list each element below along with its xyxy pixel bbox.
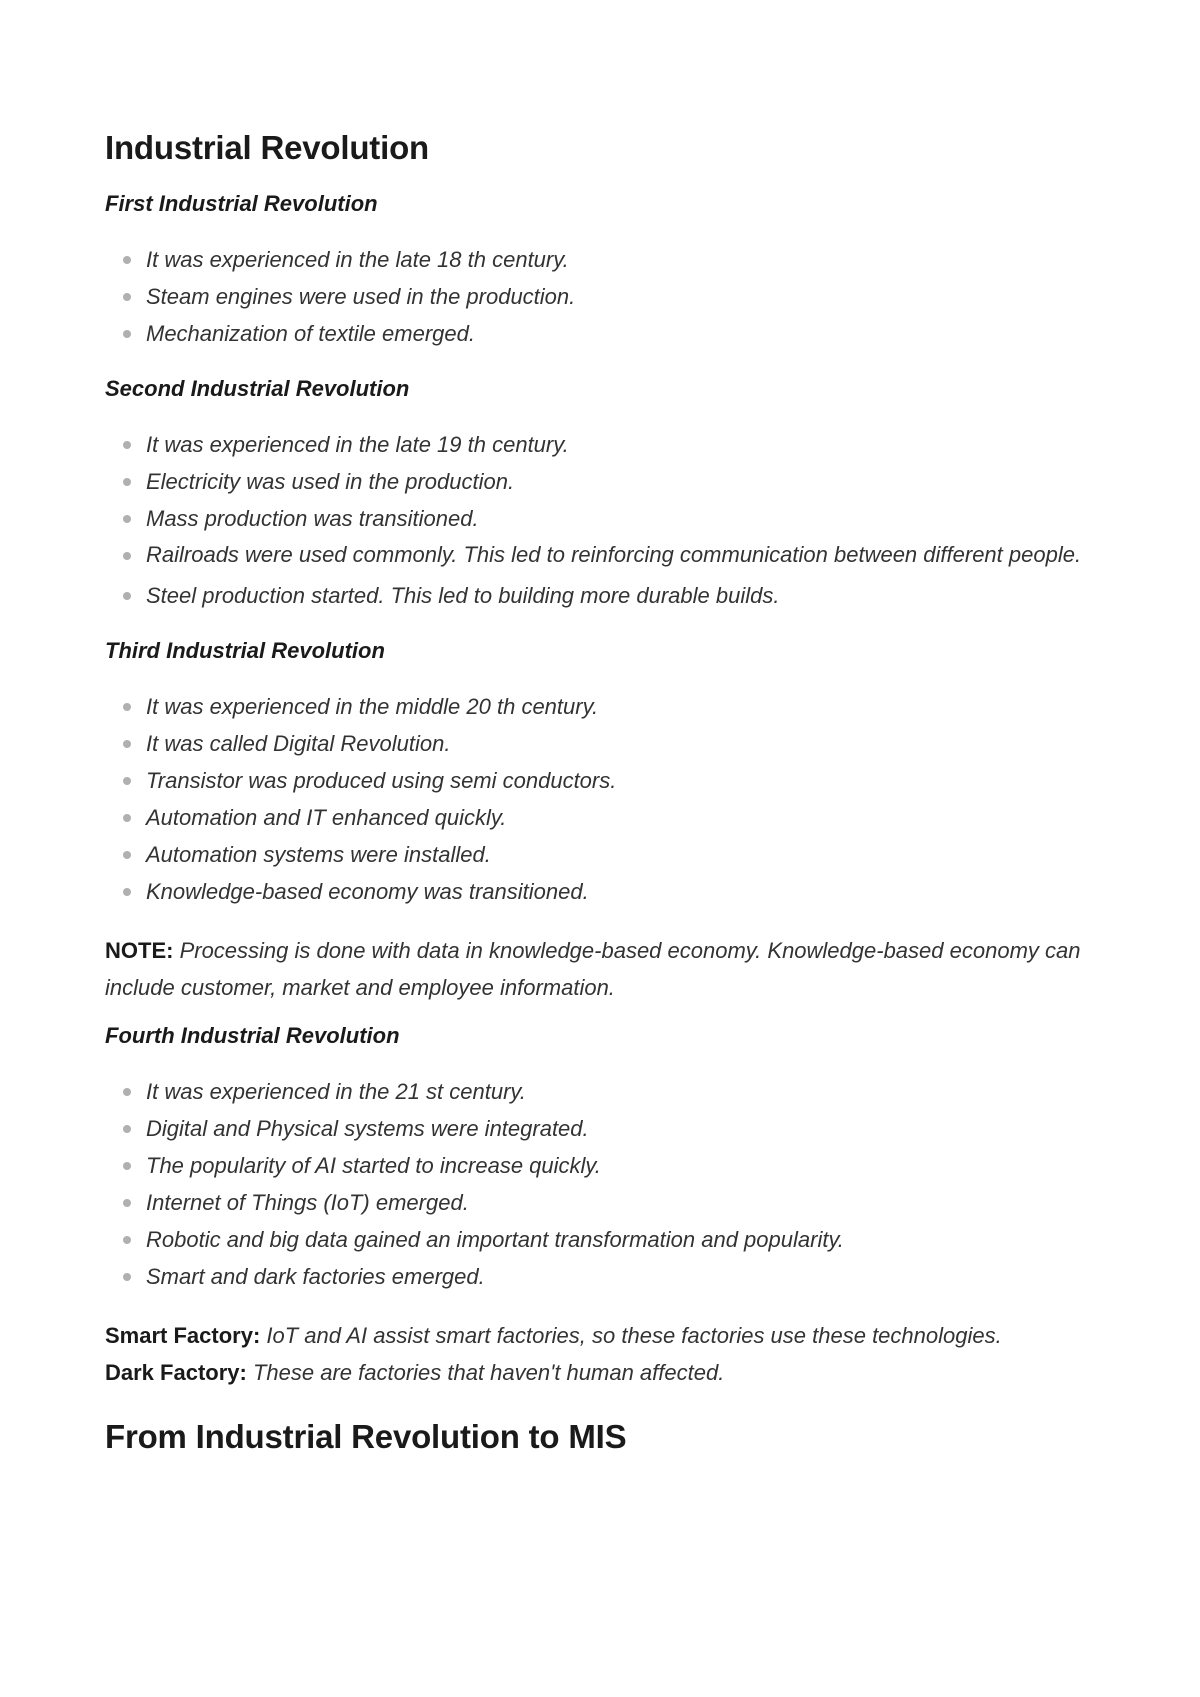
list-item: Railroads were used commonly. This led to reinforcing communication between different people. xyxy=(146,537,1105,577)
list-item: Steel production started. This led to building more durable builds. xyxy=(146,577,1105,614)
bullet-icon xyxy=(123,515,131,523)
note-label: NOTE: xyxy=(105,938,174,963)
list-item: Mechanization of textile emerged. xyxy=(146,315,1105,352)
bullet-icon xyxy=(123,552,131,560)
bullet-list-first xyxy=(105,241,1105,352)
section-heading-second: Second Industrial Revolution xyxy=(105,376,410,401)
list-item: It was called Digital Revolution. xyxy=(146,725,1105,762)
bullet-icon xyxy=(123,703,131,711)
list-item: Robotic and big data gained an important transformation and popularity. xyxy=(146,1221,1105,1258)
bullet-icon xyxy=(123,1162,131,1170)
definitions xyxy=(105,1317,1105,1391)
list-item: Internet of Things (IoT) emerged. xyxy=(146,1184,1105,1221)
bullet-icon xyxy=(123,1199,131,1207)
bullet-icon xyxy=(123,1088,131,1096)
bullet-icon xyxy=(123,478,131,486)
bullet-icon xyxy=(123,814,131,822)
section-heading-first: First Industrial Revolution xyxy=(105,191,378,216)
bullet-icon xyxy=(123,888,131,896)
section-heading-third: Third Industrial Revolution xyxy=(105,638,385,663)
bullet-list-fourth xyxy=(105,1073,1105,1295)
note-text: Processing is done with data in knowledge-based economy. Knowledge-based economy can include customer, market and employee information. xyxy=(105,938,1081,1000)
bullet-icon xyxy=(123,592,131,600)
list-item: It was experienced in the late 18 th century. xyxy=(146,241,1105,278)
definition-smart-factory: Smart Factory: IoT and AI assist smart factories, so these factories use these technologies. xyxy=(105,1323,1002,1348)
bullet-icon xyxy=(123,293,131,301)
page-title: Industrial Revolution xyxy=(105,129,429,166)
list-item: Electricity was used in the production. xyxy=(146,463,1105,500)
definition-dark-factory: Dark Factory: These are factories that haven't human affected. xyxy=(105,1360,725,1385)
bullet-icon xyxy=(123,777,131,785)
list-item: Digital and Physical systems were integrated. xyxy=(146,1110,1105,1147)
list-item: Steam engines were used in the production. xyxy=(146,278,1105,315)
document-page xyxy=(105,126,1105,1459)
list-item: Automation systems were installed. xyxy=(146,836,1105,873)
list-item: It was experienced in the late 19 th century. xyxy=(146,426,1105,463)
list-item: Knowledge-based economy was transitioned. xyxy=(146,873,1105,910)
bullet-icon xyxy=(123,851,131,859)
note-paragraph xyxy=(105,932,1105,1006)
bullet-icon xyxy=(123,1125,131,1133)
list-item: The popularity of AI started to increase quickly. xyxy=(146,1147,1105,1184)
list-item: Transistor was produced using semi conductors. xyxy=(146,762,1105,799)
list-item: Smart and dark factories emerged. xyxy=(146,1258,1105,1295)
list-item: Mass production was transitioned. xyxy=(146,500,1105,537)
section-heading-fourth: Fourth Industrial Revolution xyxy=(105,1023,400,1048)
list-item: It was experienced in the 21 st century. xyxy=(146,1073,1105,1110)
bullet-icon xyxy=(123,1273,131,1281)
bullet-list-third xyxy=(105,688,1105,910)
bullet-icon xyxy=(123,441,131,449)
bullet-icon xyxy=(123,1236,131,1244)
list-item: It was experienced in the middle 20 th century. xyxy=(146,688,1105,725)
bullet-icon xyxy=(123,256,131,264)
list-item: Automation and IT enhanced quickly. xyxy=(146,799,1105,836)
next-section-title: From Industrial Revolution to MIS xyxy=(105,1418,627,1455)
bullet-list-second xyxy=(105,426,1105,614)
bullet-icon xyxy=(123,740,131,748)
bullet-icon xyxy=(123,330,131,338)
